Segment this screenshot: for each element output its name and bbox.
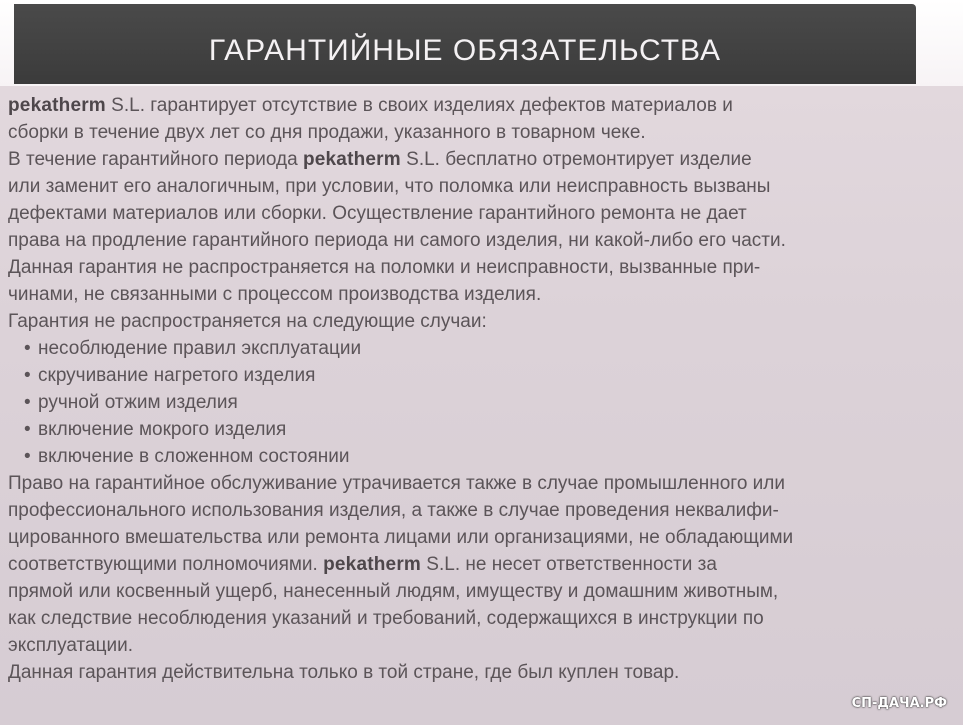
brand-name: pekatherm: [8, 95, 106, 116]
text-line: Гарантия не распространяется на следующие случаи:: [8, 311, 487, 332]
page-title: ГАРАНТИЙНЫЕ ОБЯЗАТЕЛЬСТВА: [208, 34, 722, 67]
header-band: [0, 0, 963, 86]
warranty-text: [8, 92, 908, 686]
bullet-icon: •: [24, 338, 31, 359]
list-item: [8, 416, 908, 443]
list-item: [8, 443, 908, 470]
text-line: права на продление гарантийного периода ни самого изделия, ни какой-либо его части.: [8, 230, 786, 251]
list-item: [8, 335, 908, 362]
list-item-text: включение в сложенном состоянии: [38, 446, 350, 467]
list-item: [8, 389, 908, 416]
list-item-text: ручной отжим изделия: [38, 392, 238, 413]
text-line: Данная гарантия не распространяется на поломки и неисправности, вызванные при-: [8, 257, 761, 278]
text-fragment: S.L. бесплатно отремонтирует изделие: [400, 149, 752, 170]
watermark: СП-ДАЧА.РФ: [851, 696, 947, 711]
brand-name: pekatherm: [302, 149, 401, 170]
bullet-icon: •: [24, 392, 31, 413]
text-line: Право на гарантийное обслуживание утрачивается также в случае промышленного или: [8, 473, 785, 494]
bullet-icon: •: [24, 365, 31, 386]
text-line: или заменит его аналогичным, при условии, что поломка или неисправность вызваны: [8, 176, 771, 197]
list-item-text: несоблюдение правил эксплуатации: [38, 338, 362, 359]
title-bar: [14, 4, 916, 84]
text-line: сборки в течение двух лет со дня продажи, указанного в товарном чеке.: [8, 122, 646, 143]
list-item-text: скручивание нагретого изделия: [38, 365, 316, 386]
bullet-icon: •: [24, 419, 31, 440]
text-fragment: В течение гарантийного периода: [8, 149, 303, 170]
text-line: [8, 146, 908, 173]
text-line: [8, 92, 908, 119]
text-line: как следствие несоблюдения указаний и требований, содержащихся в инструкции по: [8, 608, 764, 629]
brand-name: pekatherm: [323, 554, 422, 575]
text-line: профессионального использования изделия, а также в случае проведения неквалифи-: [8, 500, 779, 521]
text-fragment: соответствующими полномочиями.: [8, 554, 324, 575]
text-fragment: S.L. гарантирует отсутствие в своих изделиях дефектов материалов и: [105, 95, 733, 116]
text-line: прямой или косвенный ущерб, нанесенный людям, имуществу и домашним животным,: [8, 581, 779, 602]
text-line: эксплуатации.: [8, 635, 133, 656]
text-line: дефектами материалов или сборки. Осуществление гарантийного ремонта не дает: [8, 203, 747, 224]
list-item-text: включение мокрого изделия: [38, 419, 287, 440]
text-line: [8, 551, 908, 578]
list-item: [8, 362, 908, 389]
text-fragment: S.L. не несет ответственности за: [421, 554, 717, 575]
text-line: чинами, не связанными с процессом производства изделия.: [8, 284, 542, 305]
text-line: цированного вмешательства или ремонта лицами или организациями, не обладающими: [8, 527, 794, 548]
text-line: Данная гарантия действительна только в той стране, где был куплен товар.: [8, 662, 680, 683]
bullet-icon: •: [24, 446, 31, 467]
